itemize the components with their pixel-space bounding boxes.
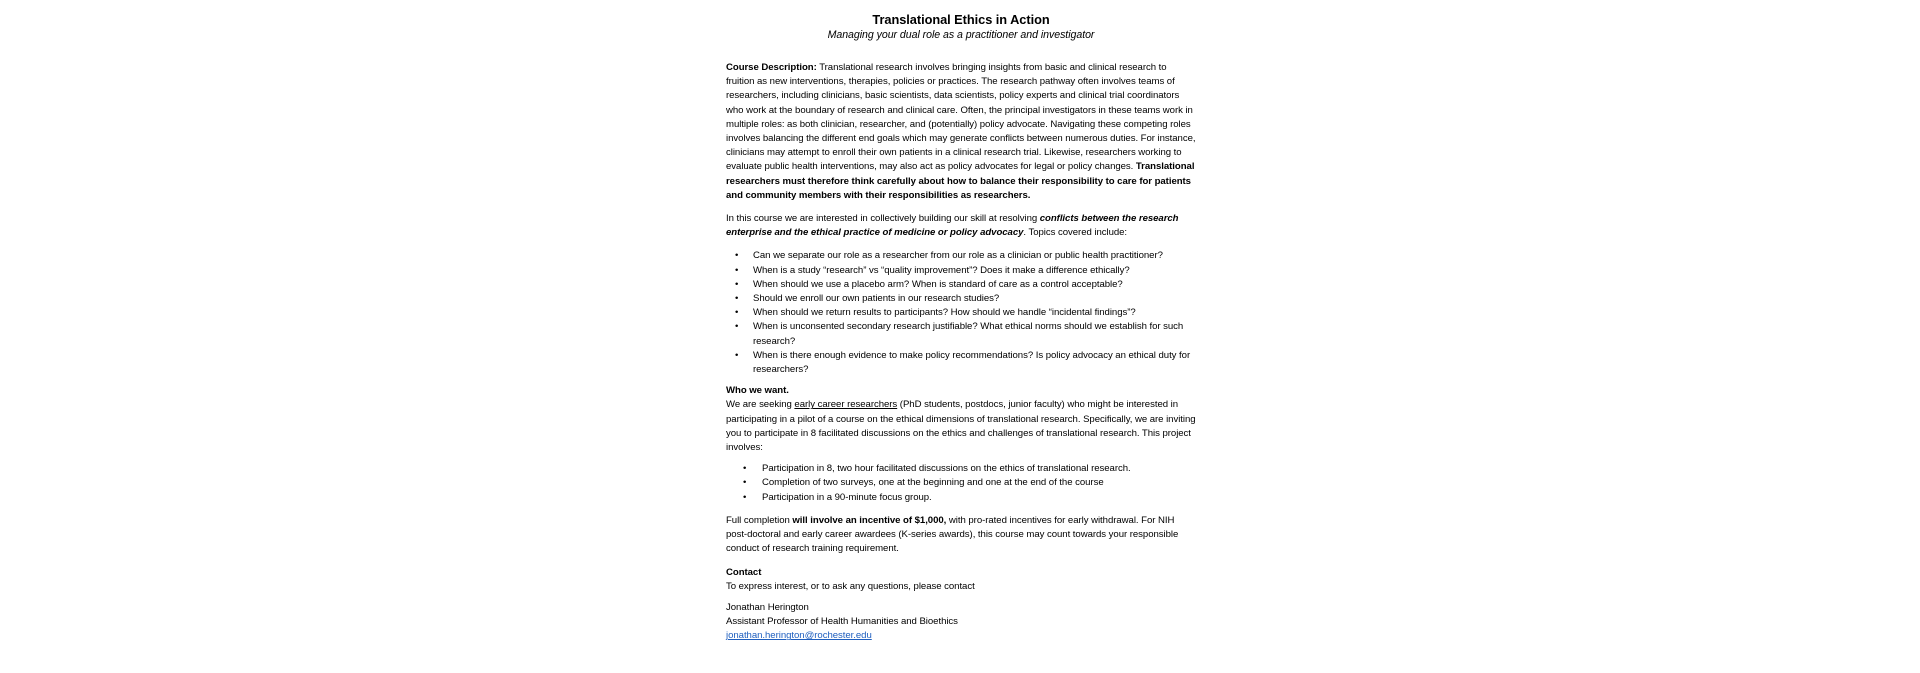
interest-emphasis: conflicts between the research enterprise and the ethical practice of medicine or policy advocacy (726, 213, 1179, 239)
who-we-want-section (726, 384, 1196, 455)
bullet-icon: • (735, 264, 739, 276)
list-item (743, 491, 1196, 505)
contact-text: To express interest, or to ask any questions, please contact (726, 580, 975, 592)
bullet-icon: • (735, 349, 739, 361)
list-item (735, 278, 1196, 292)
project-list (726, 462, 1196, 505)
interest-paragraph (726, 212, 1196, 240)
bullet-icon: • (735, 250, 739, 262)
course-description-paragraph (726, 61, 1196, 203)
list-item (735, 306, 1196, 320)
course-description-emphasis: Translational researchers must therefore think carefully about how to balance their responsibility to care for patients and community members with their responsibilities as researchers. (726, 161, 1195, 201)
who-text-after: (PhD students, postdocs, junior faculty) who might be interested in participating in a pilot of a course on the ethical dimensions of translational research. Specifically, we are inviting you to participate in 8 facilitated discussions on the ethics and challenges of translational research. This project involves: (726, 399, 1196, 454)
bullet-icon: • (735, 307, 739, 319)
project-item-text: Completion of two surveys, one at the beginning and one at the end of the course (762, 477, 1104, 489)
document-subtitle: Managing your dual role as a practitioner and investigator (827, 29, 1095, 41)
contact-section (726, 566, 1196, 594)
course-description-text: Translational research involves bringing insights from basic and clinical research to fruition as new interventions, therapies, policies or practices. The research pathway often involves teams of researchers, including clinicians, basic scientists, data scientists, policy experts and clinical trial coordinators who work at the boundary of research and clinical care. Often, the principal investigators in these teams work in multiple roles: as both clinician, researcher, and (potentially) policy advocate. Navigating these competing roles involves balancing the different end goals which may generate conflicts between numerous duties. For instance, clinicians may attempt to enroll their own patients in a clinical research trial. Likewise, researchers working to evaluate public health interventions, may also act as policy advocates for legal or policy changes. (726, 62, 1196, 173)
who-we-want-paragraph (726, 398, 1196, 455)
who-we-want-heading: Who we want. (726, 385, 789, 397)
contact-position: Assistant Professor of Health Humanities and Bioethics (726, 616, 958, 628)
contact-details (726, 601, 1196, 644)
contact-email-link[interactable]: jonathan.herington@rochester.edu (726, 630, 872, 642)
contact-name: Jonathan Herington (726, 601, 809, 613)
topic-text: When should we use a placebo arm? When is standard of care as a control acceptable? (753, 278, 1123, 290)
incentive-paragraph (726, 514, 1196, 557)
contact-heading: Contact (726, 566, 762, 578)
list-item (743, 476, 1196, 490)
early-career-researchers-text: early career researchers (794, 399, 898, 411)
topics-list (726, 249, 1196, 377)
topic-text: When is there enough evidence to make policy recommendations? Is policy advocacy an ethical duty for researchers? (753, 349, 1191, 376)
list-item (735, 264, 1196, 278)
course-description-label: Course Description: (726, 62, 817, 73)
interest-text-before: In this course we are interested in collectively building our skill at resolving (726, 213, 1040, 225)
incentive-text-before: Full completion (726, 514, 793, 526)
document-title: Translational Ethics in Action (872, 12, 1050, 27)
topic-text: When is a study “research” vs “quality improvement”? Does it make a difference ethically? (753, 264, 1130, 276)
bullet-icon: • (735, 293, 739, 305)
bullet-icon: • (743, 463, 747, 475)
topic-text: When is unconsented secondary research justifiable? What ethical norms should we establish for such research? (753, 321, 1184, 347)
bullet-icon: • (735, 278, 739, 290)
topic-text: Should we enroll our own patients in our research studies? (753, 293, 1000, 305)
bullet-icon: • (735, 321, 739, 333)
list-item (743, 462, 1196, 476)
incentive-text-after: with pro-rated incentives for early withdrawal. For NIH post-doctoral and early career awardees (K-series awards), this course may count towards your responsible conduct of research training requirement. (726, 514, 1179, 555)
list-item (735, 249, 1196, 263)
document-page (726, 12, 1196, 644)
who-text-before: We are seeking (726, 399, 795, 411)
bullet-icon: • (743, 477, 747, 489)
project-item-text: Participation in 8, two hour facilitated discussions on the ethics of translational research. (762, 463, 1131, 475)
list-item (735, 349, 1196, 377)
list-item (735, 320, 1196, 348)
incentive-emphasis: will involve an incentive of $1,000, (792, 514, 947, 526)
project-item-text: Participation in a 90-minute focus group. (762, 491, 932, 503)
list-item (735, 292, 1196, 306)
interest-text-after: . Topics covered include: (1023, 227, 1128, 239)
topic-text: Can we separate our role as a researcher from our role as a clinician or public health practitioner? (753, 250, 1163, 262)
bullet-icon: • (743, 491, 747, 503)
topic-text: When should we return results to participants? How should we handle “incidental findings”? (753, 307, 1136, 319)
